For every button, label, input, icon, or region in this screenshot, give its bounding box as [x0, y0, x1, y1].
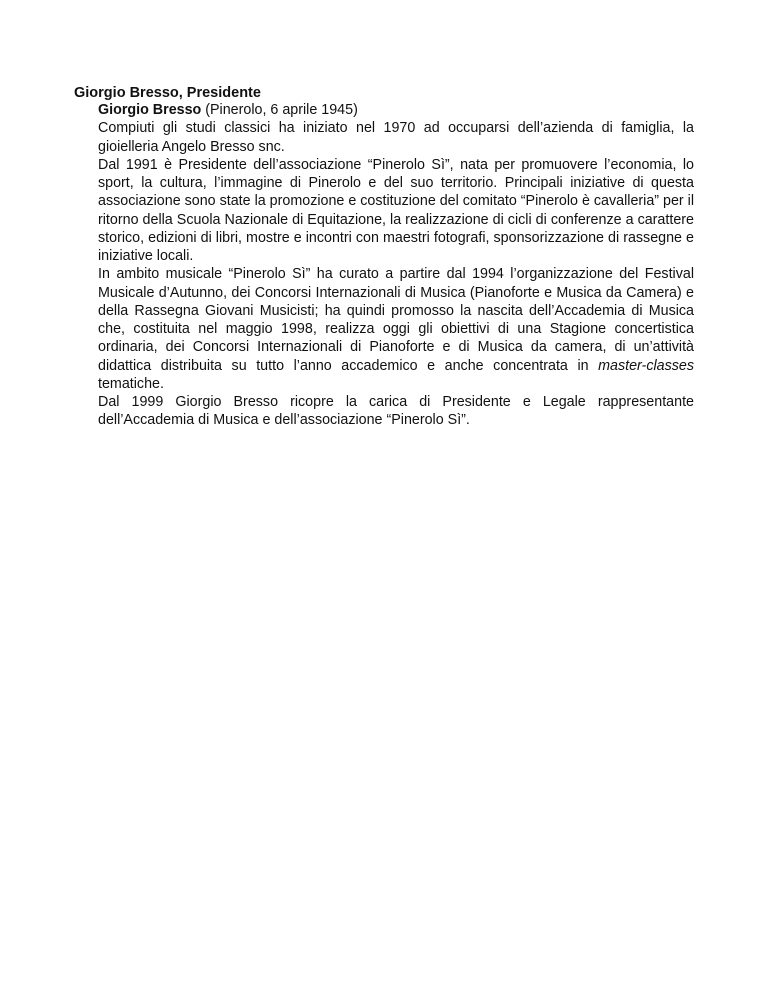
document-heading: Giorgio Bresso, Presidente: [74, 85, 261, 101]
paragraph-music-text: In ambito musicale “Pinerolo Sì” ha curato a partire dal 1994 l’organizzazione del Festival Musicale d’Autunno, dei Concorsi Internazionali di Musica (Pianoforte e Musica da Camera) e della Rassegna Giovani Musicisti; ha quindi promosso la nascita dell’Accademia di Musica che, costituita nel maggio 1998, realizza oggi gli obiettivi di una Stagione concertistica ordinaria, dei Concorsi Internazionali di Pianoforte e di Musica da camera, di un’attività didattica distribuita su tutto l’anno accademico e anche concentrata in: [98, 266, 694, 374]
biography-intro: [98, 101, 694, 119]
person-name: Giorgio Bresso: [98, 102, 202, 118]
paragraph-closing: Dal 1999 Giorgio Bresso ricopre la carica di Presidente e Legale rappresentante dell’Accademia di Musica e dell’associazione “Pinerolo Sì”.: [98, 394, 694, 429]
master-classes-term: master-classes: [598, 357, 694, 374]
paragraph-studies: Compiuti gli studi classici ha iniziato nel 1970 ad occuparsi dell’azienda di famiglia, la gioielleria Angelo Bresso snc.: [98, 120, 694, 155]
paragraph-music-ending: tematiche.: [98, 375, 164, 392]
paragraph-music: [98, 265, 694, 393]
birth-details: (Pinerolo, 6 aprile 1945): [201, 102, 358, 118]
paragraph-association: Dal 1991 è Presidente dell’associazione “Pinerolo Sì”, nata per promuovere l’economia, lo sport, la cultura, l’immagine di Pinerolo e del suo territorio. Principali iniziative di questa associazione sono state la promozione e costituzione del comitato “Pinerolo è cavalleria” per il ritorno della Scuola Nazionale di Equitazione, la realizzazione di cicli di conferenze a carattere storico, edizioni di libri, mostre e incontri con maestri fotografi, sponsorizzazione di rassegne e iniziative locali.: [98, 156, 695, 264]
biography-body: [98, 101, 694, 430]
